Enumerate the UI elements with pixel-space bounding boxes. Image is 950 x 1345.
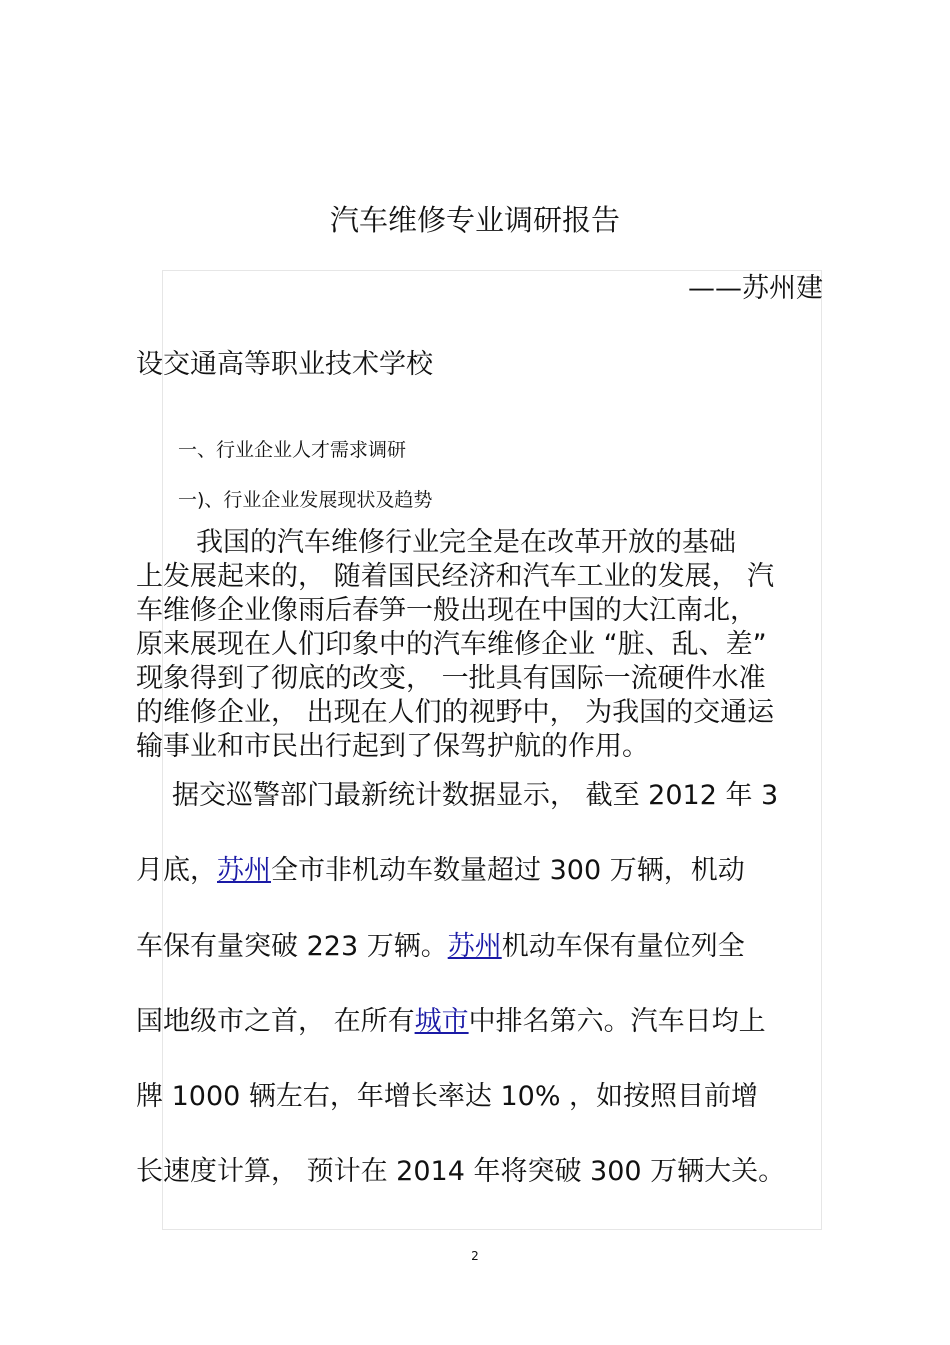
paragraph-2-line-3-text-a: 车保有量突破 223 万辆。 [136, 931, 448, 962]
paragraph-2-line-3 [136, 924, 745, 963]
attribution-line-2: 设交通高等职业技术学校 [136, 349, 433, 380]
page-number: 2 [471, 1249, 479, 1263]
suzhou-link-1[interactable]: 苏州 [217, 855, 271, 886]
paragraph-2-line-4-text-a: 国地级市之首， 在所有 [136, 1006, 415, 1037]
paragraph-1-line-2: 上发展起来的， 随着国民经济和汽车工业的发展， 汽 [136, 561, 775, 592]
paragraph-1-line-6: 的维修企业， 出现在人们的视野中， 为我国的交通运 [136, 697, 775, 728]
attribution-line-1: ——苏州建 [688, 273, 823, 304]
paragraph-2-line-3-text-b: 机动车保有量位列全 [501, 931, 745, 962]
paragraph-2-line-1: 据交巡警部门最新统计数据显示， 截至 2012 年 3 [172, 780, 779, 811]
paragraph-2-line-4-text-b: 中排名第六。汽车日均上 [468, 1006, 766, 1037]
paragraph-1-line-4: 原来展现在人们印象中的汽车维修企业 “脏、乱、差” [136, 629, 767, 660]
city-link[interactable]: 城市 [414, 1006, 469, 1037]
paragraph-2-line-2-text-b: 全市非机动车数量超过 300 万辆，机动 [271, 855, 745, 886]
paragraph-1-line-3: 车维修企业像雨后春笋一般出现在中国的大江南北， [136, 595, 757, 626]
document-title: 汽车维修专业调研报告 [329, 203, 620, 237]
paragraph-2-line-5: 牌 1000 辆左右，年增长率达 10% ，如按照目前增 [136, 1081, 759, 1112]
paragraph-1-line-5: 现象得到了彻底的改变， 一批具有国际一流硬件水准 [136, 663, 766, 694]
paragraph-1-line-7: 输事业和市民出行起到了保驾护航的作用。 [136, 731, 649, 762]
section-heading-1: 一、行业企业人才需求调研 [178, 439, 407, 461]
paragraph-2-line-2 [136, 848, 745, 887]
section-heading-2: 一)、行业企业发展现状及趋势 [178, 489, 433, 511]
paragraph-2-line-4 [136, 999, 766, 1038]
paragraph-1-line-1: 我国的汽车维修行业完全是在改革开放的基础 [196, 527, 736, 558]
suzhou-link-2[interactable]: 苏州 [447, 931, 502, 962]
paragraph-2-line-6: 长速度计算， 预计在 2014 年将突破 300 万辆大关。 [136, 1156, 786, 1187]
paragraph-2-line-2-text-a: 月底， [136, 855, 217, 886]
